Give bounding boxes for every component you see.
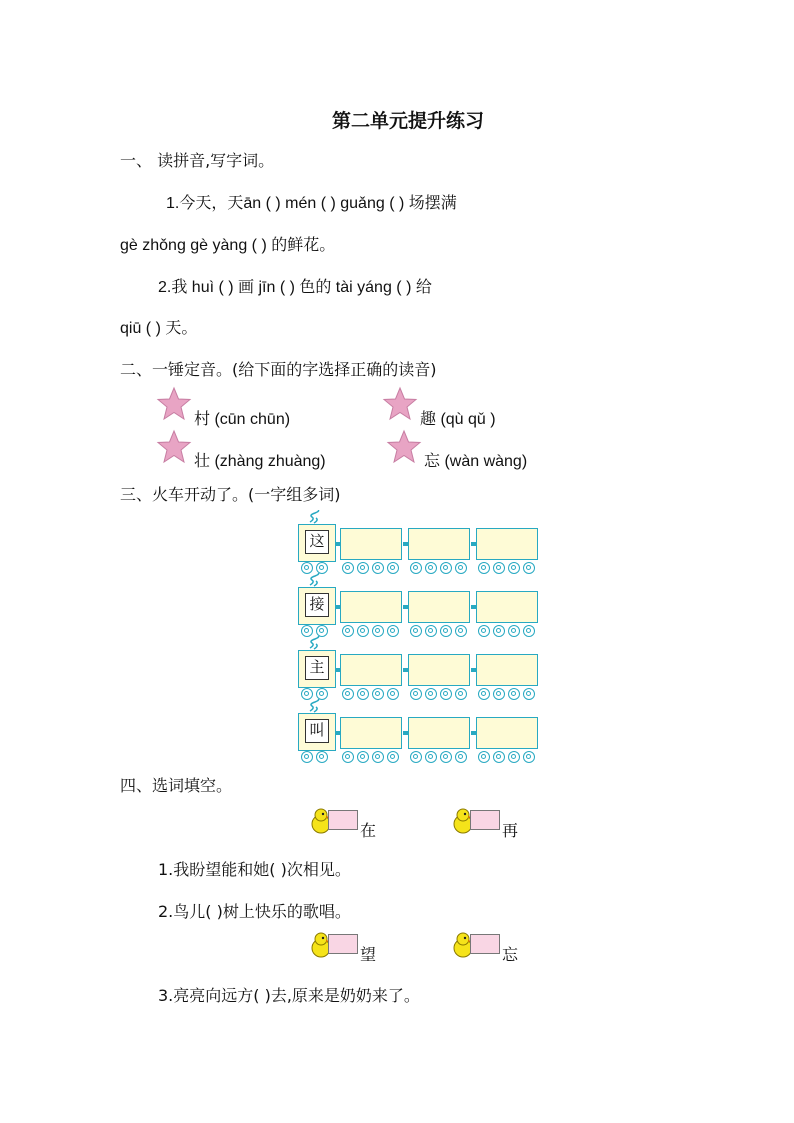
wheel-icon [342,625,354,637]
train-car-answer-slot[interactable] [408,528,470,560]
wheel-icon [523,562,535,574]
section2-heading: 二、一锤定音。(给下面的字选择正确的读音) [120,360,437,379]
wheel-icon [508,688,520,700]
section1-q1-line2: gè zhǒng gè yàng ( ) 的鲜花。 [120,237,336,254]
choice-zai2: 再 [502,821,519,840]
wheel-icon [508,751,520,763]
wheel-icon [523,688,535,700]
wheel-icon [455,562,467,574]
wheel-icon [508,562,520,574]
train-car-answer-slot[interactable] [340,591,402,623]
wheel-icon [342,562,354,574]
engine-character: 叫 [305,719,329,743]
train-car-answer-slot[interactable] [476,654,538,686]
section4-heading: 四、选词填空。 [120,776,233,795]
wheel-icon [425,688,437,700]
section1-heading: 一、 读拼音,写字词。 [120,151,275,170]
train-car-answer-slot[interactable] [408,717,470,749]
page-title: 第二单元提升练习 [332,110,485,132]
wheel-icon [410,562,422,574]
engine-character: 这 [305,530,329,554]
wheel-icon [372,751,384,763]
train-car-answer-slot[interactable] [476,528,538,560]
wheel-icon [455,751,467,763]
choice-wang-look: 望 [360,945,377,964]
smoke-icon [306,573,324,587]
wheel-icon [440,625,452,637]
wheel-icon [410,625,422,637]
smoke-icon [306,510,324,524]
wheel-icon [372,562,384,574]
train-car-answer-slot[interactable] [340,717,402,749]
wheel-icon [342,751,354,763]
wheel-icon [523,625,535,637]
answer-box [328,934,358,954]
wheel-icon [410,751,422,763]
engine-character: 接 [305,593,329,617]
train-engine [298,587,336,625]
wheel-icon [425,625,437,637]
train-3 [298,640,538,700]
section3-heading: 三、火车开动了。(一字组多词) [120,485,341,504]
wheel-icon [478,562,490,574]
train-car-answer-slot[interactable] [476,591,538,623]
wheel-icon [357,625,369,637]
train-4 [298,703,538,763]
section4-q3: 3.亮亮向远方( )去,原来是奶奶来了。 [158,986,420,1005]
wheel-icon [455,625,467,637]
star-icon [156,429,192,465]
wheel-icon [425,562,437,574]
wheel-icon [478,751,490,763]
pinyin-choice-qu: 趣 (qù qǔ ) [420,411,496,428]
wheel-icon [493,688,505,700]
wheel-icon [387,625,399,637]
wheel-icon [523,751,535,763]
wheel-icon [357,688,369,700]
section1-q2-line2: qiū ( ) 天。 [120,320,198,337]
pinyin-choice-cun: 村 (cūn chūn) [194,411,291,428]
wheel-icon [316,751,328,763]
train-1 [298,514,538,574]
wheel-icon [478,625,490,637]
train-car-answer-slot[interactable] [476,717,538,749]
wheel-icon [357,751,369,763]
wheel-icon [372,688,384,700]
star-icon [156,386,192,422]
wheel-icon [478,688,490,700]
wheel-icon [425,751,437,763]
wheel-icon [493,562,505,574]
answer-box [470,810,500,830]
wheel-icon [440,751,452,763]
train-engine [298,713,336,751]
answer-box [470,934,500,954]
wheel-icon [410,688,422,700]
wheel-icon [342,688,354,700]
train-2 [298,577,538,637]
wheel-icon [508,625,520,637]
engine-character: 主 [305,656,329,680]
pinyin-choice-wang: 忘 (wàn wàng) [424,453,528,470]
wheel-icon [387,688,399,700]
smoke-icon [306,636,324,650]
wheel-icon [301,751,313,763]
train-engine [298,524,336,562]
section1-q1-line1: 1.今天，天ān ( ) mén ( ) guǎng ( ) 场摆满 [166,195,457,212]
star-icon [382,386,418,422]
smoke-icon [306,699,324,713]
train-car-answer-slot[interactable] [408,591,470,623]
answer-box [328,810,358,830]
train-engine [298,650,336,688]
choice-zai: 在 [360,821,377,840]
wheel-icon [440,688,452,700]
wheel-icon [455,688,467,700]
wheel-icon [357,562,369,574]
wheel-icon [372,625,384,637]
pinyin-choice-zhuang: 壮 (zhàng zhuàng) [194,453,326,470]
wheel-icon [387,562,399,574]
section4-q1: 1.我盼望能和她( )次相见。 [158,860,351,879]
choice-wang-forget: 忘 [502,945,519,964]
star-icon [386,429,422,465]
train-car-answer-slot[interactable] [340,528,402,560]
section4-q2: 2.鸟儿( )树上快乐的歌唱。 [158,902,351,921]
wheel-icon [493,751,505,763]
wheel-icon [440,562,452,574]
train-car-answer-slot[interactable] [408,654,470,686]
wheel-icon [387,751,399,763]
section1-q2-line1: 2.我 huì ( ) 画 jīn ( ) 色的 tài yáng ( ) 给 [158,279,432,296]
wheel-icon [493,625,505,637]
train-car-answer-slot[interactable] [340,654,402,686]
